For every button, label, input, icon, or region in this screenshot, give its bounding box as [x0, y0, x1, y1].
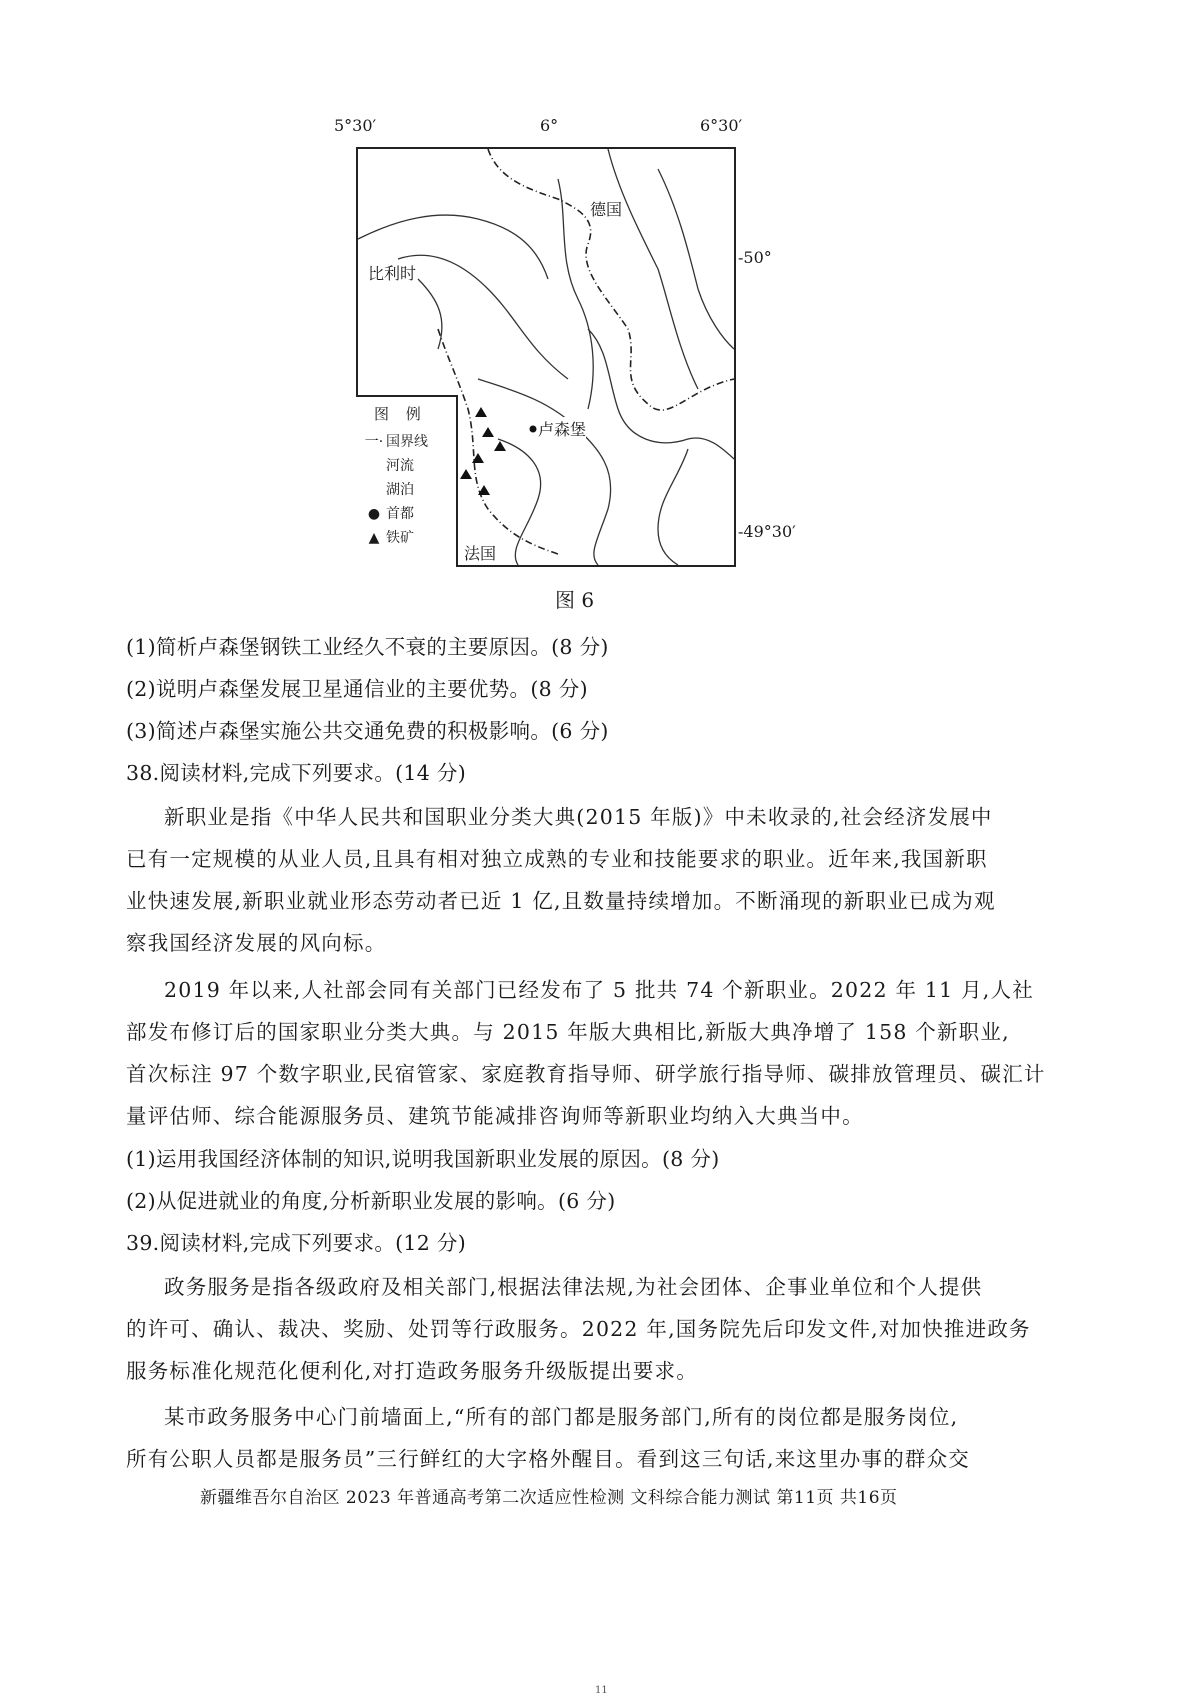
- lat-label-50: -50°: [738, 248, 772, 267]
- lat-label-49-30: -49°30′: [738, 522, 796, 541]
- q37-sub3: (3)简述卢森堡实施公共交通免费的积极影响。(6 分): [126, 719, 609, 743]
- iron-ore-mark: [478, 485, 490, 495]
- page-footer: 新疆维吾尔自治区 2023 年普通高考第二次适应性检测 文科综合能力测试 第11页 共16页: [200, 1488, 898, 1508]
- river-9: [658, 449, 688, 565]
- q39-p1-line: 服务标准化规范化便利化,对打造政务服务升级版提出要求。: [126, 1359, 698, 1383]
- legend-item-capital: [362, 503, 414, 523]
- legend-symbol-border: 一·: [364, 434, 384, 450]
- country-label-germany: 德国: [590, 197, 622, 220]
- border-germany-belgium: [488, 149, 734, 410]
- country-label-luxembourg: 卢森堡: [538, 417, 586, 440]
- q38-p1-line: 新职业是指《中华人民共和国职业分类大典(2015 年版)》中未收录的,社会经济发展中: [164, 805, 993, 829]
- river-10: [418, 279, 442, 349]
- river-5: [558, 179, 593, 409]
- q38-p2-line: 首次标注 97 个数字职业,民宿管家、家庭教育指导师、研学旅行指导师、碳排放管理员、碳汇计: [126, 1062, 1046, 1086]
- legend-title: 图 例: [374, 405, 427, 423]
- lon-label-6: 6°: [540, 116, 559, 135]
- q38-p2-line: 量评估师、综合能源服务员、建筑节能减排咨询师等新职业均纳入大典当中。: [126, 1104, 864, 1128]
- q39-p1-line: 政务服务是指各级政府及相关部门,根据法律法规,为社会团体、企事业单位和个人提供: [164, 1275, 983, 1299]
- q38-p1-line: 察我国经济发展的风向标。: [126, 931, 387, 955]
- q39-p1-line: 的许可、确认、裁决、奖励、处罚等行政服务。2022 年,国务院先后印发文件,对加快推进政务: [126, 1317, 1031, 1341]
- legend-symbol-capital: ●: [367, 506, 381, 522]
- q38-p2-line: 部发布修订后的国家职业分类大典。与 2015 年版大典相比,新版大典净增了 158 个新职业,: [126, 1020, 1010, 1044]
- page-number: 11: [595, 1685, 608, 1696]
- legend-label-iron-ore: 铁矿: [386, 530, 414, 546]
- figure-caption: 图 6: [555, 588, 595, 612]
- river-4: [658, 169, 734, 349]
- q38-p1-line: 已有一定规模的从业人员,且具有相对独立成熟的专业和技能要求的职业。近年来,我国新职: [126, 847, 988, 871]
- lon-label-6-30: 6°30′: [700, 116, 743, 135]
- q38-heading: 38.阅读材料,完成下列要求。(14 分): [126, 761, 467, 785]
- q39-p2-line: 所有公职人员都是服务员”三行鲜红的大字格外醒目。看到这三句话,来这里办事的群众交: [126, 1447, 970, 1471]
- q38-sub2: (2)从促进就业的角度,分析新职业发展的影响。(6 分): [126, 1189, 616, 1213]
- legend-label-river: 河流: [386, 458, 414, 474]
- q39-p2-line: 某市政务服务中心门前墙面上,“所有的部门都是服务部门,所有的岗位都是服务岗位,: [164, 1405, 959, 1429]
- q38-paragraph-2: [126, 973, 1046, 1141]
- river-2: [398, 255, 568, 379]
- iron-ore-mark: [494, 441, 506, 451]
- q38-paragraph-1: [126, 800, 1036, 968]
- river-7: [588, 329, 734, 459]
- q39-paragraph-1: [126, 1270, 1036, 1396]
- legend-label-lake: 湖泊: [386, 482, 414, 498]
- river-3: [608, 149, 698, 389]
- q38-p2-line: 2019 年以来,人社部会同有关部门已经发布了 5 批共 74 个新职业。2022 年 11 月,人社: [164, 978, 1034, 1002]
- legend-label-border: 国界线: [386, 434, 428, 450]
- iron-ore-mark: [460, 469, 472, 479]
- q39-paragraph-2: [126, 1400, 1036, 1484]
- legend-item-river: [362, 455, 414, 475]
- legend-item-iron-ore: [362, 527, 414, 547]
- q38-p1-line: 业快速发展,新职业就业形态劳动者已近 1 亿,且数量持续增加。不断涌现的新职业已成为观: [126, 889, 996, 913]
- q37-sub2: (2)说明卢森堡发展卫星通信业的主要优势。(8 分): [126, 677, 588, 701]
- q39-heading: 39.阅读材料,完成下列要求。(12 分): [126, 1231, 467, 1255]
- country-label-belgium: 比利时: [368, 264, 417, 283]
- iron-ore-mark: [475, 407, 487, 417]
- iron-ore-mark: [482, 427, 494, 437]
- country-label-france: 法国: [464, 544, 497, 563]
- lon-label-5-30: 5°30′: [334, 116, 377, 135]
- capital-mark: [530, 426, 537, 433]
- q37-sub1: (1)简析卢森堡钢铁工业经久不衰的主要原因。(8 分): [126, 635, 609, 659]
- map-legend: [356, 395, 458, 567]
- q38-sub1: (1)运用我国经济体制的知识,说明我国新职业发展的原因。(8 分): [126, 1147, 720, 1171]
- river-8: [498, 439, 541, 565]
- legend-item-border: [362, 431, 428, 451]
- legend-item-lake: [362, 479, 414, 499]
- river-6: [478, 379, 611, 565]
- legend-symbol-iron-ore: ▲: [368, 530, 380, 546]
- legend-label-capital: 首都: [386, 506, 414, 522]
